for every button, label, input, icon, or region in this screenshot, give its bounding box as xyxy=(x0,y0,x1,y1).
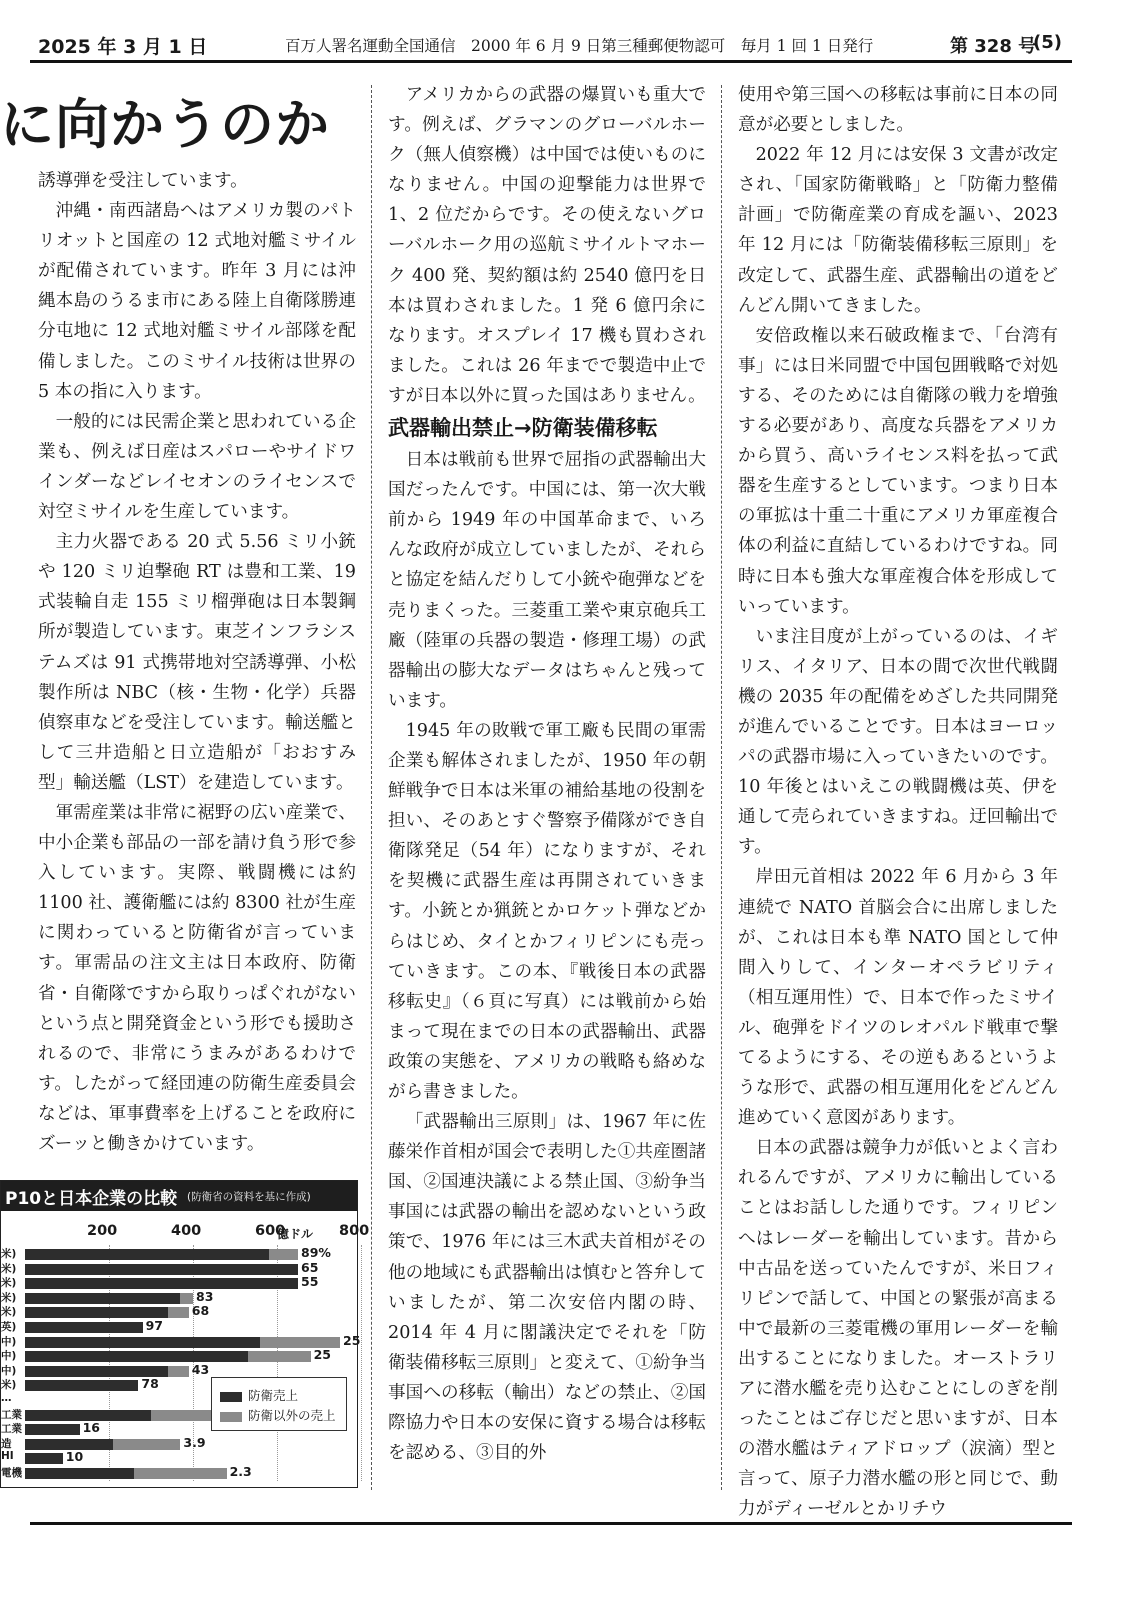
bar-defense xyxy=(25,1453,63,1464)
paragraph: 主力火器である 20 式 5.56 ミリ小銃や 120 ミリ迫撃砲 RT は豊和工業、19 式装輪自走 155 ミリ榴弾砲は日本製鋼所が製造しています。東芝インフラシステムズは 91 式携帯地対空誘導弾、小松製作所は NBC（核・生物・化学）兵器偵察車などを受注しています。輸送艦として三井造船と日立造船が「おおすみ型」輸送艦（LST）を建造しています。 xyxy=(38,532,356,793)
publication-info: 百万人署名運動全国通信 2000 年 6 月 9 日第三種郵便物認可 毎月 1 回 1 日発行 xyxy=(285,37,874,55)
bar-value-label: 43 xyxy=(191,1361,210,1377)
category-label: 米) xyxy=(1,1262,17,1275)
bar-value-label: 65 xyxy=(301,1259,319,1275)
category-label: 英) xyxy=(1,1321,17,1333)
chart-row xyxy=(1,1288,357,1304)
legend-label: 防衛売上 xyxy=(248,1388,299,1403)
chart-row xyxy=(1,1318,357,1333)
paragraph: 誘導弾を受注しています。 xyxy=(38,171,248,191)
bar-defense xyxy=(25,1278,298,1289)
page-number: (5) xyxy=(1033,32,1062,53)
paragraph: 日本の武器は競争力が低いとよく言われるんですが、アメリカに輸出していることはお話しした通りです。フィリピンへはレーダーを輸出しています。昔から中古品を送っていたんですが、米日フィリピンで話して、中国との緊張が高まる中で最新の三菱電機の軍用レーダーを輸出することになりました。オーストラリアに潜水艦を売り込むことにしのぎを削ったことはご存じだと思いますが、日本の潜水艦はティアドロップ（涙滴）型と言って、原子力潜水艦の形と同じで、動力がディーゼルとかリチウ xyxy=(738,1138,1058,1520)
chart-title-bar xyxy=(1,1181,357,1211)
paragraph: 2022 年 12 月には安保 3 文書が改定され、「国家防衛戦略」と「防衛力整備計画」で防衛産業の育成を謳い、2023 年 12 月には「防衛装備移転三原則」を改定して、武器生産、武器輸出の道をどんどん開いてきました。 xyxy=(738,145,1058,316)
category-label: … xyxy=(1,1392,12,1404)
category-label: 米) xyxy=(1,1306,17,1319)
bar-defense xyxy=(25,1380,138,1391)
paragraph: いま注目度が上がっているのは、イギリス、イタリア、日本の間で次世代戦闘機の 2035 年の配備をめざした共同開発が進んでいることです。日本はヨーロッパの武器市場に入っていきたいのです。10 年後とはいえこの戦闘機は英、伊を通して売られていきますね。迂回輸出です。 xyxy=(738,626,1058,858)
legend-swatch xyxy=(220,1392,242,1402)
bar-value-label: 55 xyxy=(301,1274,319,1290)
bar-defense xyxy=(25,1322,143,1333)
category-label: 米) xyxy=(1,1291,17,1304)
category-label: 造 xyxy=(1,1437,12,1450)
category-label: 中) xyxy=(1,1335,17,1348)
bar-value-label: 16 xyxy=(82,1420,100,1436)
chart-row xyxy=(1,1434,357,1450)
issue-date: 2025 年 3 月 1 日 xyxy=(38,36,208,58)
axis-tick-label: 800 xyxy=(339,1223,370,1239)
chart-row xyxy=(1,1303,357,1319)
paragraph: 使用や第三国への移転は事前に日本の同意が必要としました。 xyxy=(738,85,1058,136)
category-label: 工業 xyxy=(1,1423,22,1436)
paragraph: 岸田元首相は 2022 年 6 月から 3 年連続で NATO 首脳会合に出席しましたが、これは日本も準 NATO 国として仲間入りして、インターオペラビリティ（相互運用性）で、日本で作ったミサイル、砲弾をドイツのレオパルド戦車で撃てるようにする、その逆もあるというような形で、武器の相互運用化をどんどん進めていく意図があります。 xyxy=(738,867,1058,1129)
column-3 xyxy=(738,80,1058,1525)
bar-nondefense xyxy=(260,1337,340,1348)
category-label: 電機 xyxy=(1,1467,22,1479)
bar-nondefense xyxy=(180,1293,193,1304)
chart-legend xyxy=(211,1377,347,1431)
bar-value-label: 78 xyxy=(141,1376,159,1392)
bar-value-label: 10 xyxy=(65,1449,84,1465)
bar-defense xyxy=(25,1264,298,1275)
bar-nondefense xyxy=(168,1366,189,1377)
bar-value-label: 25 xyxy=(343,1332,361,1348)
category-label: 中) xyxy=(1,1350,17,1363)
header-rule xyxy=(30,60,1072,63)
legend-label: 防衛以外の売上 xyxy=(248,1408,336,1423)
category-label: 中) xyxy=(1,1364,17,1377)
paragraph: 軍需産業は非常に裾野の広い産業で、中小企業も部品の一部を請け負う形で参入しています。実際、戦闘機には約 1100 社、護衛艦には約 8300 社が生産に関わっていると防衛省が言っています。軍需品の注文主は日本政府、防衛省・自衛隊ですから取りっぱぐれがないという点と開発資金という形でも援助されるので、非常にうまみがあるわけです。したがって経団連の防衛生産委員会などは、軍事費率を上げることを政府にズーッと働きかけています。 xyxy=(38,802,356,1154)
bar-defense xyxy=(25,1249,269,1260)
bar-defense xyxy=(25,1366,168,1377)
axis-tick-label: 200 xyxy=(87,1223,118,1239)
chart-row xyxy=(1,1259,357,1275)
company-comparison-chart xyxy=(0,1180,370,1488)
category-label: 米) xyxy=(1,1277,17,1290)
category-label: 工業 xyxy=(1,1408,22,1421)
legend-swatch xyxy=(220,1412,242,1422)
page-header xyxy=(30,30,1068,60)
footer-rule xyxy=(30,1522,1072,1525)
paragraph: 一般的には民需企業と思われている企業も、例えば日産はスパローやサイドワインダーなどレイセオンのライセンスで対空ミサイルを生産しています。 xyxy=(38,411,356,523)
chart-row xyxy=(1,1332,361,1348)
chart-row xyxy=(1,1449,357,1465)
bar-value-label: 83 xyxy=(196,1288,214,1304)
paragraph: アメリカからの武器の爆買いも重大です。例えば、グラマンのグローバルホーク（無人偵察機）は中国では使いものになりません。中国の迎撃能力は世界で 1、2 位だからです。その使えないグローバルホーク用の巡航ミサイルトマホーク 400 発、契約額は約 2540 億円を日本は買わされました。1 発 6 億円余になります。オスプレイ 17 機も買わされました。これは 26 年までで製造中止ですが日本以外に買った国はありません。 xyxy=(388,85,706,406)
bar-defense xyxy=(25,1439,113,1450)
paragraph: 安倍政権以来石破政権まで、「台湾有事」には日米同盟で中国包囲戦略で対処する、そのためには自衛隊の戦力を増強する必要があり、高度な兵器をアメリカから買う、高いライセンス料を払って武器を生産するとしています。つまり日本の軍拡は十重二十重にアメリカ軍産複合体の利益に直結しているわけですね。同時に日本も強大な軍産複合体を形成していっています。 xyxy=(738,325,1058,617)
paragraph: 日本は戦前も世界で屈指の武器輸出大国だったんです。中国には、第一次大戦前から 1949 年の中国革命まで、いろんな政府が成立していましたが、それらと協定を結んだりして小銃や砲弾などを売りまくった。三菱重工業や東京砲兵工廠（陸軍の兵器の製造・修理工場）の武器輸出の膨大なデータはちゃんと残っています。 xyxy=(388,450,706,711)
paragraph: 「武器輸出三原則」は、1967 年に佐藤栄作首相が国会で表明した①共産圏諸国、②国連決議による禁止国、③紛争当事国には武器の輸出を認めないという政策で、1976 年には三木武夫首相がその他の地域にも武器輸出は慎むと答弁していましたが、第二次安倍内閣の時、2014 年 4 月に閣議決定でそれを「防衛装備移転三原則」と変えて、①紛争当事国への移転（輸出）などの禁止、②国際協力や日本の安保に資する場合は移転を認める、③目的外 xyxy=(388,1112,706,1464)
chart-title: P10と日本企業の比較 xyxy=(5,1189,178,1209)
column-divider xyxy=(371,85,372,1490)
paragraph: 1945 年の敗戦で軍工廠も民間の軍需企業も解体されましたが、1950 年の朝鮮戦争で日本は米軍の補給基地の役割を担い、そのあとすぐ警察予備隊ができ自衛隊発足（54 年）になりますが、それを契機に武器生産は再開されていきます。小銃とか猟銃とかロケット弾などからはじめ、タイとかフィリピンにも売っていきます。この本、『戦後日本の武器移転史』（６頁に写真）には戦前から始まって現在までの日本の武器輸出、武器政策の実態を、アメリカの戦略も絡めながら書きました。 xyxy=(388,720,706,1102)
chart-unit: 億ドル xyxy=(277,1227,314,1241)
bar-defense xyxy=(25,1351,248,1362)
category-label: 米) xyxy=(1,1379,17,1392)
column-2 xyxy=(388,80,706,1468)
headline: に向かうのか xyxy=(0,93,330,156)
bar-defense xyxy=(25,1410,151,1421)
bar-defense xyxy=(25,1468,134,1479)
chart-row xyxy=(1,1464,357,1479)
chart-row xyxy=(1,1347,357,1363)
chart-row xyxy=(1,1274,357,1290)
legend-item-defense xyxy=(220,1386,298,1404)
column-divider xyxy=(721,85,722,1490)
paragraph: 沖縄・南西諸島へはアメリカ製のパトリオットと国産の 12 式地対艦ミサイルが配備されています。昨年 3 月には沖縄本島のうるま市にある陸上自衛隊勝連分屯地に 12 式地対艦ミサイル部隊を配備しました。このミサイル技術は世界の 5 本の指に入ります。 xyxy=(38,201,356,402)
chart-subtitle: (防衛省の資料を基に作成) xyxy=(187,1191,311,1203)
bar-nondefense xyxy=(269,1249,298,1260)
bar-defense xyxy=(25,1307,168,1318)
bar-value-label: 3.9 xyxy=(183,1434,206,1450)
bar-nondefense xyxy=(248,1351,311,1362)
bar-defense xyxy=(25,1424,80,1435)
axis-tick-label: 600 xyxy=(255,1223,286,1239)
bar-value-label: 25 xyxy=(313,1347,331,1363)
bar-nondefense xyxy=(113,1439,180,1450)
category-label: 米) xyxy=(1,1248,17,1260)
bar-defense xyxy=(25,1337,260,1348)
bar-nondefense xyxy=(168,1307,189,1318)
column-1 xyxy=(38,166,356,1159)
bar-value-label: 2.3 xyxy=(229,1464,252,1479)
bar-value-label: 97 xyxy=(145,1318,163,1333)
bar-defense xyxy=(25,1293,180,1304)
chart-row xyxy=(1,1361,357,1377)
section-subhead: 武器輸出禁止→防衛装備移転 xyxy=(388,416,658,441)
category-label: HI xyxy=(1,1450,14,1463)
bar-value-label: 89% xyxy=(301,1245,331,1260)
chart-row xyxy=(1,1245,357,1260)
bar-value-label: 68 xyxy=(191,1303,210,1319)
legend-item-nondefense xyxy=(220,1406,336,1424)
bar-nondefense xyxy=(134,1468,226,1479)
issue-number: 第 328 号 xyxy=(950,36,1037,57)
grid-line xyxy=(361,1245,362,1481)
axis-tick-label: 400 xyxy=(171,1223,202,1239)
